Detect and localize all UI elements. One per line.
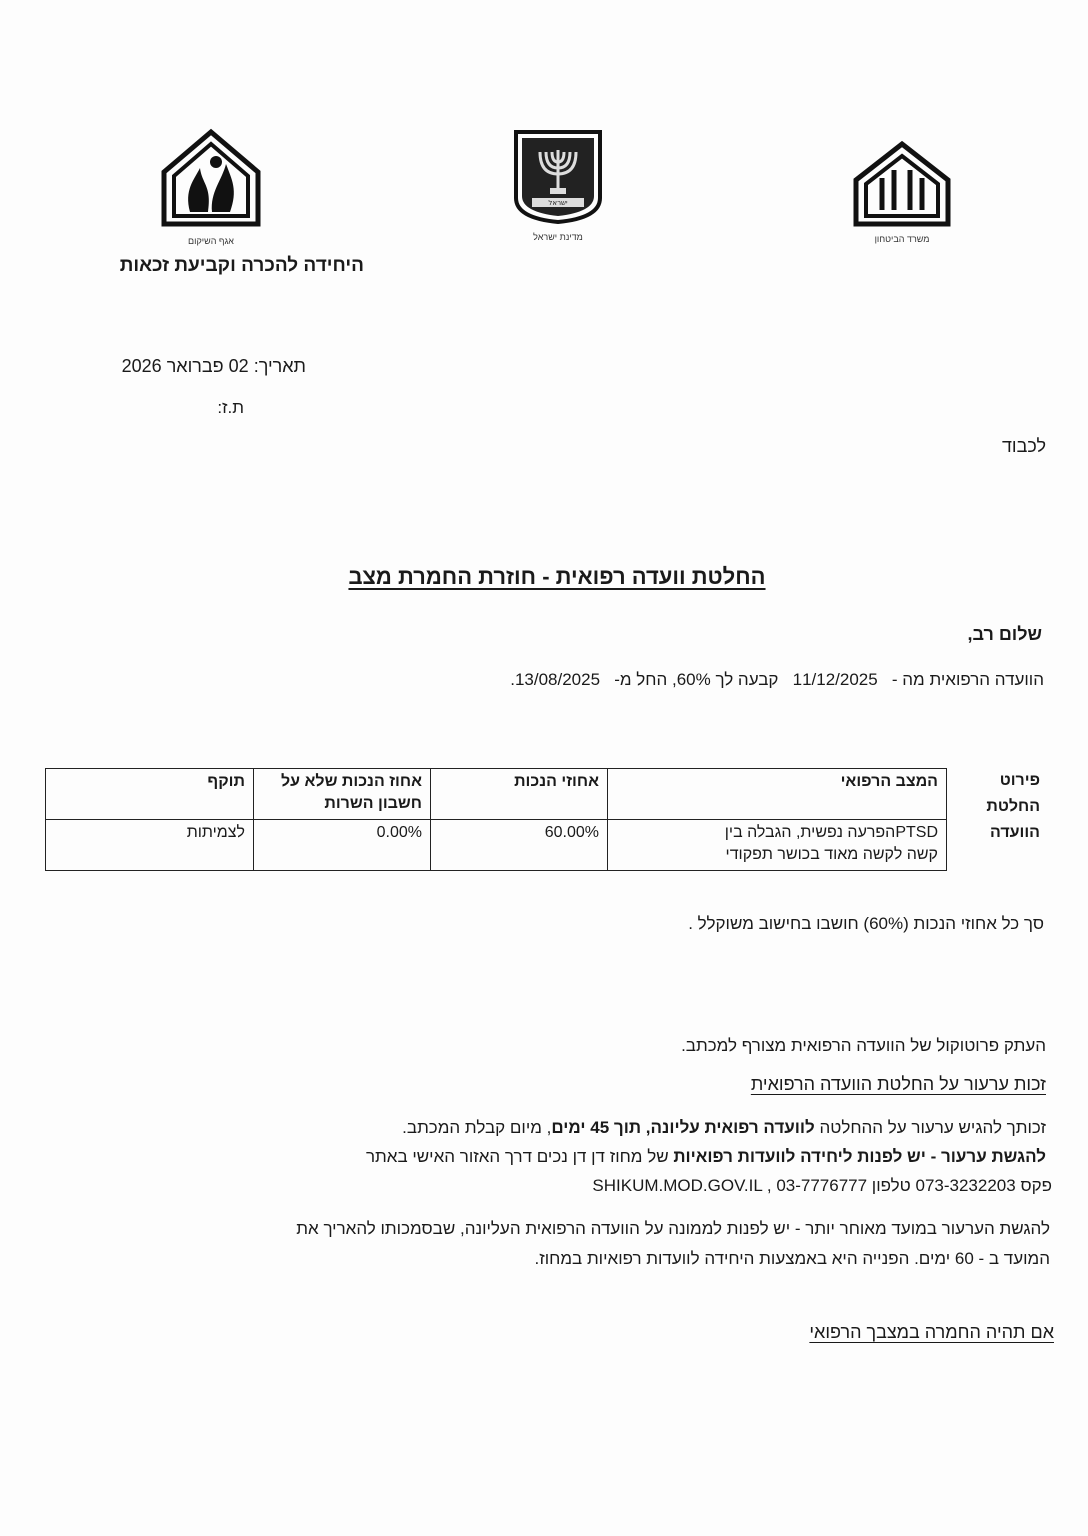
decision-label-line: פירוט [999,772,1040,789]
total-line: סך כל אחוזי הנכות (60%) חושבו בחישוב משוקלל . [688,914,1044,933]
decision-table [45,768,947,871]
decision-details-label [960,768,1040,846]
late-appeal-line-2: המועד ב - 60 ימים. הפנייה היא באמצעות היחידה לוועדות רפואיות במחוז. [534,1249,1050,1268]
table-header-row [46,769,947,820]
header-validity: תוקף [46,769,254,820]
id-label: ת.ז: [217,398,244,417]
cell-percent: 60.00% [431,820,608,871]
appeal-line-1 [200,1118,1046,1138]
defense-ministry-logo [852,140,952,244]
defense-ministry-caption: משרד הביטחון [874,234,930,244]
unit-name: היחידה להכרה וקביעת זכאות [119,255,364,276]
start-date: 13/08/2025. [510,670,601,689]
appeal-contact-line: SHIKUM.MOD.GOV.IL , פקס 073-3232203 טלפון 03-7776777 [592,1176,1052,1195]
decision-label-line: הוועדה [989,824,1040,841]
header-percent: אחוזי הנכות [431,769,608,820]
condition-line: קשה לקשה מאוד בכושר תפקודי [725,846,938,863]
date-value: 02 פברואר 2026 [121,356,249,376]
appeal-line-2 [64,1147,1046,1167]
cell-condition [608,820,947,871]
header-not-service-percent: אחוז הנכות שלא על חשבון השרות [254,769,431,820]
state-emblem [512,128,604,242]
recipient-label: לכבוד [1001,436,1046,456]
emblem-caption: מדינת ישראל [533,232,583,242]
late-appeal-line-1: להגשת הערעור במועד מאוחר יותר - יש לפנות לממונה על הוועדה הרפואית העליונה, שבסמכותו להאריך את [296,1219,1050,1238]
condition-line: PTSDהפרעה נפשית, הגבלה בין [724,824,938,841]
appeal-line2-a: להגשת ערעור - יש לפנות ליחידה לוועדות רפואיות [673,1147,1046,1166]
date-line [60,356,306,377]
aggravation-heading: אם תהיה החמרה במצבך הרפואי [809,1322,1054,1342]
cell-not-service-percent: 0.00% [254,820,431,871]
table-row [46,820,947,871]
appeal-line1-c: , מיום קבלת המכתב. [402,1118,552,1137]
decision-label-line: החלטת [986,798,1040,815]
intro-line [360,670,1044,690]
rehabilitation-logo [160,128,262,246]
appeal-line2-b: של מחוז דן דן נכים דרך האזור האישי באתר [365,1147,674,1166]
emblem-banner: ישראל [548,199,568,207]
appeal-line1-b: לוועדה רפואית עליונה, תוך 45 ימים [551,1118,815,1137]
letter-title: החלטת וועדה רפואית - חוזרת החמרת מצב [348,564,766,589]
committee-date: 11/12/2025 [792,670,878,689]
header-condition: המצב הרפואי [608,769,947,820]
intro-part1: הוועדה הרפואית מה - [891,670,1044,689]
cell-validity: לצמיתות [46,820,254,871]
date-label: תאריך: [253,356,306,376]
appeal-heading: זכות ערעור על החלטת הוועדה הרפואית [750,1074,1046,1094]
rehabilitation-caption: אגף השיקום [188,236,234,246]
intro-part2: קבעה לך 60%, החל מ- [614,670,779,689]
protocol-line: העתק פרוטוקול של הוועדה הרפואית מצורף למכתב. [681,1036,1046,1055]
greeting: שלום רב, [967,624,1042,644]
appeal-line1-a: זכותך להגיש ערעור על ההחלטה [814,1118,1046,1137]
